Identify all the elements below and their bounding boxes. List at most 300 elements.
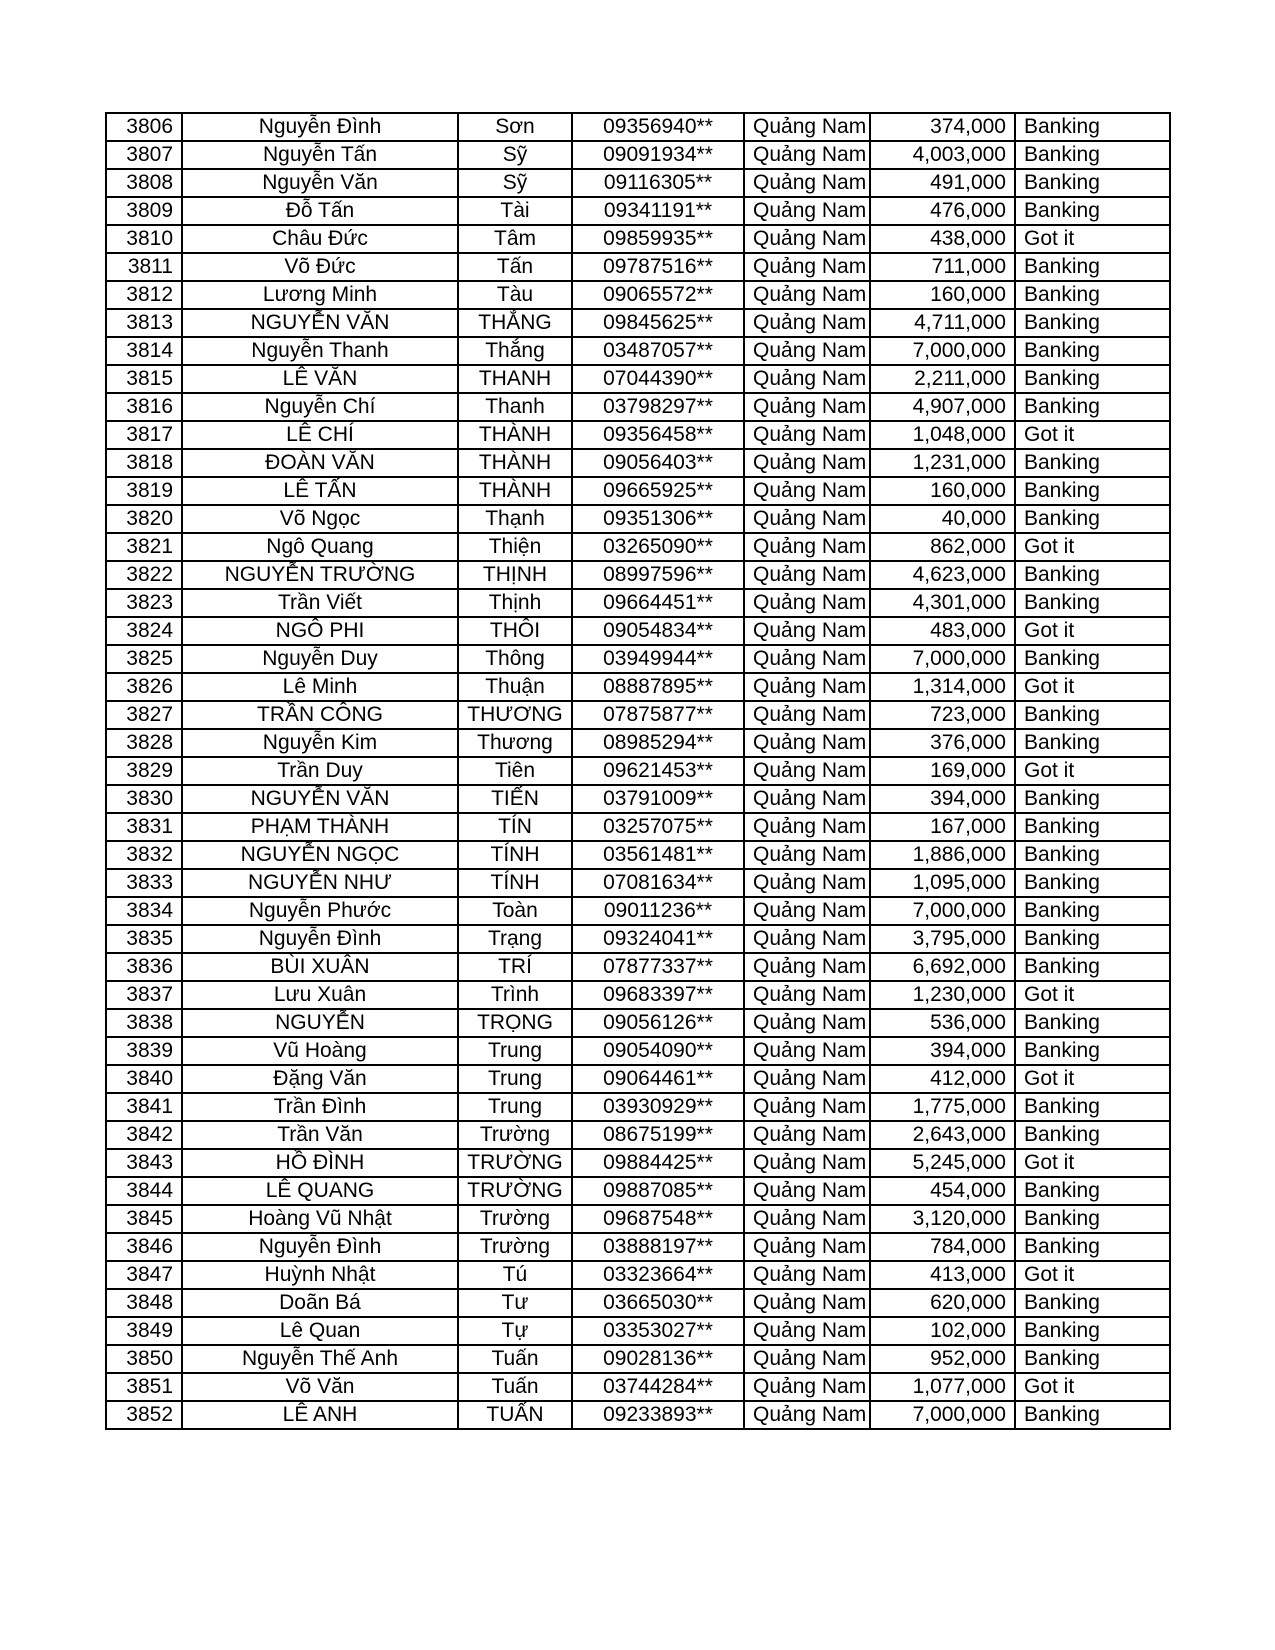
province-cell: Quảng Nam xyxy=(744,925,870,953)
phone-cell: 09054090** xyxy=(572,1037,744,1065)
row-number: 3812 xyxy=(106,281,182,309)
status-cell: Banking xyxy=(1015,1317,1170,1345)
table-row xyxy=(106,1149,1170,1177)
surname-cell: Lưu Xuân xyxy=(182,981,458,1009)
status-cell: Banking xyxy=(1015,701,1170,729)
given-name-cell: Tuấn xyxy=(458,1373,572,1401)
amount-cell: 3,795,000 xyxy=(870,925,1015,953)
amount-cell: 160,000 xyxy=(870,281,1015,309)
amount-cell: 413,000 xyxy=(870,1261,1015,1289)
phone-cell: 09351306** xyxy=(572,505,744,533)
status-cell: Banking xyxy=(1015,337,1170,365)
row-number: 3817 xyxy=(106,421,182,449)
row-number: 3829 xyxy=(106,757,182,785)
given-name-cell: Sơn xyxy=(458,113,572,141)
table-row xyxy=(106,1121,1170,1149)
amount-cell: 711,000 xyxy=(870,253,1015,281)
given-name-cell: Tiên xyxy=(458,757,572,785)
amount-cell: 476,000 xyxy=(870,197,1015,225)
amount-cell: 4,003,000 xyxy=(870,141,1015,169)
amount-cell: 1,230,000 xyxy=(870,981,1015,1009)
phone-cell: 03257075** xyxy=(572,813,744,841)
table-row xyxy=(106,1065,1170,1093)
row-number: 3820 xyxy=(106,505,182,533)
table-row xyxy=(106,533,1170,561)
phone-cell: 09665925** xyxy=(572,477,744,505)
province-cell: Quảng Nam xyxy=(744,1177,870,1205)
status-cell: Banking xyxy=(1015,813,1170,841)
phone-cell: 09028136** xyxy=(572,1345,744,1373)
row-number: 3813 xyxy=(106,309,182,337)
surname-cell: Trần Đình xyxy=(182,1093,458,1121)
table-row xyxy=(106,1261,1170,1289)
table-row xyxy=(106,169,1170,197)
table-row xyxy=(106,1009,1170,1037)
amount-cell: 1,886,000 xyxy=(870,841,1015,869)
row-number: 3814 xyxy=(106,337,182,365)
status-cell: Banking xyxy=(1015,561,1170,589)
surname-cell: Châu Đức xyxy=(182,225,458,253)
amount-cell: 1,314,000 xyxy=(870,673,1015,701)
phone-cell: 03949944** xyxy=(572,645,744,673)
given-name-cell: THỊNH xyxy=(458,561,572,589)
given-name-cell: Thiện xyxy=(458,533,572,561)
amount-cell: 952,000 xyxy=(870,1345,1015,1373)
surname-cell: NGUYỄN TRƯỜNG xyxy=(182,561,458,589)
phone-cell: 08675199** xyxy=(572,1121,744,1149)
province-cell: Quảng Nam xyxy=(744,449,870,477)
amount-cell: 723,000 xyxy=(870,701,1015,729)
status-cell: Banking xyxy=(1015,897,1170,925)
given-name-cell: Trạng xyxy=(458,925,572,953)
surname-cell: Nguyễn Đình xyxy=(182,925,458,953)
amount-cell: 5,245,000 xyxy=(870,1149,1015,1177)
province-cell: Quảng Nam xyxy=(744,197,870,225)
province-cell: Quảng Nam xyxy=(744,1261,870,1289)
phone-cell: 09056403** xyxy=(572,449,744,477)
table-row xyxy=(106,337,1170,365)
status-cell: Banking xyxy=(1015,1037,1170,1065)
status-cell: Banking xyxy=(1015,281,1170,309)
amount-cell: 454,000 xyxy=(870,1177,1015,1205)
amount-cell: 4,623,000 xyxy=(870,561,1015,589)
amount-cell: 394,000 xyxy=(870,1037,1015,1065)
surname-cell: LÊ QUANG xyxy=(182,1177,458,1205)
table-row xyxy=(106,589,1170,617)
status-cell: Got it xyxy=(1015,225,1170,253)
table-row xyxy=(106,1289,1170,1317)
amount-cell: 483,000 xyxy=(870,617,1015,645)
given-name-cell: THƯƠNG xyxy=(458,701,572,729)
phone-cell: 09233893** xyxy=(572,1401,744,1429)
amount-cell: 1,775,000 xyxy=(870,1093,1015,1121)
row-number: 3832 xyxy=(106,841,182,869)
given-name-cell: TRÍ xyxy=(458,953,572,981)
row-number: 3808 xyxy=(106,169,182,197)
table-row xyxy=(106,729,1170,757)
status-cell: Got it xyxy=(1015,1149,1170,1177)
surname-cell: PHẠM THÀNH xyxy=(182,813,458,841)
phone-cell: 03930929** xyxy=(572,1093,744,1121)
amount-cell: 7,000,000 xyxy=(870,1401,1015,1429)
row-number: 3834 xyxy=(106,897,182,925)
phone-cell: 09859935** xyxy=(572,225,744,253)
surname-cell: Nguyễn Thế Anh xyxy=(182,1345,458,1373)
phone-cell: 09324041** xyxy=(572,925,744,953)
amount-cell: 1,231,000 xyxy=(870,449,1015,477)
phone-cell: 08985294** xyxy=(572,729,744,757)
surname-cell: Huỳnh Nhật xyxy=(182,1261,458,1289)
given-name-cell: TRỌNG xyxy=(458,1009,572,1037)
table-row xyxy=(106,673,1170,701)
province-cell: Quảng Nam xyxy=(744,1093,870,1121)
given-name-cell: TUẤN xyxy=(458,1401,572,1429)
table-row xyxy=(106,841,1170,869)
phone-cell: 09116305** xyxy=(572,169,744,197)
province-cell: Quảng Nam xyxy=(744,421,870,449)
status-cell: Banking xyxy=(1015,141,1170,169)
status-cell: Banking xyxy=(1015,1177,1170,1205)
phone-cell: 09356458** xyxy=(572,421,744,449)
given-name-cell: THÔI xyxy=(458,617,572,645)
row-number: 3838 xyxy=(106,1009,182,1037)
province-cell: Quảng Nam xyxy=(744,309,870,337)
province-cell: Quảng Nam xyxy=(744,1289,870,1317)
given-name-cell: Thanh xyxy=(458,393,572,421)
table-row xyxy=(106,813,1170,841)
table-row xyxy=(106,197,1170,225)
province-cell: Quảng Nam xyxy=(744,505,870,533)
surname-cell: BÙI XUÂN xyxy=(182,953,458,981)
table-row xyxy=(106,1093,1170,1121)
table-row xyxy=(106,505,1170,533)
province-cell: Quảng Nam xyxy=(744,729,870,757)
amount-cell: 784,000 xyxy=(870,1233,1015,1261)
province-cell: Quảng Nam xyxy=(744,169,870,197)
surname-cell: LÊ ANH xyxy=(182,1401,458,1429)
status-cell: Banking xyxy=(1015,477,1170,505)
given-name-cell: Trung xyxy=(458,1093,572,1121)
row-number: 3811 xyxy=(106,253,182,281)
status-cell: Got it xyxy=(1015,617,1170,645)
province-cell: Quảng Nam xyxy=(744,897,870,925)
amount-cell: 7,000,000 xyxy=(870,645,1015,673)
given-name-cell: Thương xyxy=(458,729,572,757)
given-name-cell: Toàn xyxy=(458,897,572,925)
surname-cell: Võ Ngọc xyxy=(182,505,458,533)
status-cell: Got it xyxy=(1015,533,1170,561)
table-row xyxy=(106,281,1170,309)
amount-cell: 376,000 xyxy=(870,729,1015,757)
province-cell: Quảng Nam xyxy=(744,1373,870,1401)
status-cell: Got it xyxy=(1015,421,1170,449)
status-cell: Banking xyxy=(1015,1289,1170,1317)
surname-cell: Võ Văn xyxy=(182,1373,458,1401)
given-name-cell: Sỹ xyxy=(458,169,572,197)
province-cell: Quảng Nam xyxy=(744,1345,870,1373)
status-cell: Banking xyxy=(1015,253,1170,281)
given-name-cell: Tuấn xyxy=(458,1345,572,1373)
status-cell: Got it xyxy=(1015,673,1170,701)
province-cell: Quảng Nam xyxy=(744,533,870,561)
row-number: 3822 xyxy=(106,561,182,589)
surname-cell: Đặng Văn xyxy=(182,1065,458,1093)
row-number: 3810 xyxy=(106,225,182,253)
province-cell: Quảng Nam xyxy=(744,1205,870,1233)
given-name-cell: THÀNH xyxy=(458,449,572,477)
status-cell: Banking xyxy=(1015,841,1170,869)
table-row xyxy=(106,449,1170,477)
phone-cell: 09054834** xyxy=(572,617,744,645)
table-row xyxy=(106,309,1170,337)
table-row xyxy=(106,785,1170,813)
table-row xyxy=(106,1233,1170,1261)
status-cell: Banking xyxy=(1015,309,1170,337)
status-cell: Banking xyxy=(1015,169,1170,197)
given-name-cell: TÍN xyxy=(458,813,572,841)
table-row xyxy=(106,897,1170,925)
province-cell: Quảng Nam xyxy=(744,757,870,785)
table-row xyxy=(106,561,1170,589)
amount-cell: 3,120,000 xyxy=(870,1205,1015,1233)
given-name-cell: Tài xyxy=(458,197,572,225)
given-name-cell: Trường xyxy=(458,1205,572,1233)
phone-cell: 03791009** xyxy=(572,785,744,813)
row-number: 3825 xyxy=(106,645,182,673)
row-number: 3847 xyxy=(106,1261,182,1289)
row-number: 3824 xyxy=(106,617,182,645)
phone-cell: 07875877** xyxy=(572,701,744,729)
province-cell: Quảng Nam xyxy=(744,365,870,393)
given-name-cell: Thuận xyxy=(458,673,572,701)
surname-cell: Doãn Bá xyxy=(182,1289,458,1317)
table-row xyxy=(106,701,1170,729)
row-number: 3843 xyxy=(106,1149,182,1177)
status-cell: Banking xyxy=(1015,589,1170,617)
phone-cell: 03353027** xyxy=(572,1317,744,1345)
status-cell: Banking xyxy=(1015,1345,1170,1373)
status-cell: Banking xyxy=(1015,869,1170,897)
amount-cell: 4,301,000 xyxy=(870,589,1015,617)
table-row xyxy=(106,393,1170,421)
row-number: 3839 xyxy=(106,1037,182,1065)
surname-cell: Lương Minh xyxy=(182,281,458,309)
phone-cell: 09091934** xyxy=(572,141,744,169)
province-cell: Quảng Nam xyxy=(744,393,870,421)
amount-cell: 40,000 xyxy=(870,505,1015,533)
row-number: 3828 xyxy=(106,729,182,757)
status-cell: Got it xyxy=(1015,981,1170,1009)
province-cell: Quảng Nam xyxy=(744,1037,870,1065)
surname-cell: Nguyễn Phước xyxy=(182,897,458,925)
province-cell: Quảng Nam xyxy=(744,141,870,169)
phone-cell: 09687548** xyxy=(572,1205,744,1233)
phone-cell: 07877337** xyxy=(572,953,744,981)
amount-cell: 394,000 xyxy=(870,785,1015,813)
surname-cell: Nguyễn Duy xyxy=(182,645,458,673)
row-number: 3840 xyxy=(106,1065,182,1093)
given-name-cell: THÀNH xyxy=(458,477,572,505)
province-cell: Quảng Nam xyxy=(744,337,870,365)
surname-cell: Nguyễn Đình xyxy=(182,1233,458,1261)
status-cell: Banking xyxy=(1015,729,1170,757)
status-cell: Got it xyxy=(1015,757,1170,785)
given-name-cell: Trường xyxy=(458,1233,572,1261)
phone-cell: 09887085** xyxy=(572,1177,744,1205)
province-cell: Quảng Nam xyxy=(744,1317,870,1345)
surname-cell: Nguyễn Kim xyxy=(182,729,458,757)
surname-cell: Trần Văn xyxy=(182,1121,458,1149)
surname-cell: Nguyễn Văn xyxy=(182,169,458,197)
surname-cell: LÊ VĂN xyxy=(182,365,458,393)
status-cell: Banking xyxy=(1015,505,1170,533)
surname-cell: TRẦN CÔNG xyxy=(182,701,458,729)
given-name-cell: Trung xyxy=(458,1065,572,1093)
phone-cell: 09341191** xyxy=(572,197,744,225)
surname-cell: Trần Duy xyxy=(182,757,458,785)
phone-cell: 09787516** xyxy=(572,253,744,281)
province-cell: Quảng Nam xyxy=(744,841,870,869)
phone-cell: 09884425** xyxy=(572,1149,744,1177)
amount-cell: 1,095,000 xyxy=(870,869,1015,897)
phone-cell: 09683397** xyxy=(572,981,744,1009)
table-row xyxy=(106,1205,1170,1233)
surname-cell: LÊ TẤN xyxy=(182,477,458,505)
province-cell: Quảng Nam xyxy=(744,785,870,813)
table-row xyxy=(106,421,1170,449)
row-number: 3807 xyxy=(106,141,182,169)
phone-cell: 03487057** xyxy=(572,337,744,365)
row-number: 3831 xyxy=(106,813,182,841)
surname-cell: Lê Minh xyxy=(182,673,458,701)
table-row xyxy=(106,869,1170,897)
amount-cell: 2,211,000 xyxy=(870,365,1015,393)
surname-cell: Đỗ Tấn xyxy=(182,197,458,225)
surname-cell: Trần Viết xyxy=(182,589,458,617)
phone-cell: 09065572** xyxy=(572,281,744,309)
table-row xyxy=(106,953,1170,981)
phone-cell: 03265090** xyxy=(572,533,744,561)
given-name-cell: TRƯỜNG xyxy=(458,1177,572,1205)
surname-cell: Vũ Hoàng xyxy=(182,1037,458,1065)
amount-cell: 169,000 xyxy=(870,757,1015,785)
table-row xyxy=(106,925,1170,953)
amount-cell: 6,692,000 xyxy=(870,953,1015,981)
status-cell: Banking xyxy=(1015,449,1170,477)
amount-cell: 102,000 xyxy=(870,1317,1015,1345)
phone-cell: 09621453** xyxy=(572,757,744,785)
phone-cell: 03665030** xyxy=(572,1289,744,1317)
table-row xyxy=(106,981,1170,1009)
given-name-cell: Tâm xyxy=(458,225,572,253)
phone-cell: 09356940** xyxy=(572,113,744,141)
given-name-cell: Thông xyxy=(458,645,572,673)
given-name-cell: Tấn xyxy=(458,253,572,281)
row-number: 3826 xyxy=(106,673,182,701)
province-cell: Quảng Nam xyxy=(744,113,870,141)
given-name-cell: TRƯỜNG xyxy=(458,1149,572,1177)
table-row xyxy=(106,365,1170,393)
province-cell: Quảng Nam xyxy=(744,1401,870,1429)
status-cell: Banking xyxy=(1015,953,1170,981)
phone-cell: 03798297** xyxy=(572,393,744,421)
province-cell: Quảng Nam xyxy=(744,701,870,729)
surname-cell: LÊ CHÍ xyxy=(182,421,458,449)
amount-cell: 160,000 xyxy=(870,477,1015,505)
phone-cell: 03323664** xyxy=(572,1261,744,1289)
given-name-cell: THANH xyxy=(458,365,572,393)
table-row xyxy=(106,757,1170,785)
status-cell: Got it xyxy=(1015,1373,1170,1401)
row-number: 3827 xyxy=(106,701,182,729)
table-row xyxy=(106,645,1170,673)
phone-cell: 09664451** xyxy=(572,589,744,617)
province-cell: Quảng Nam xyxy=(744,869,870,897)
province-cell: Quảng Nam xyxy=(744,253,870,281)
surname-cell: NGUYỄN NHƯ xyxy=(182,869,458,897)
amount-cell: 167,000 xyxy=(870,813,1015,841)
amount-cell: 1,048,000 xyxy=(870,421,1015,449)
status-cell: Banking xyxy=(1015,1401,1170,1429)
surname-cell: NGUYỄN VĂN xyxy=(182,309,458,337)
row-number: 3849 xyxy=(106,1317,182,1345)
surname-cell: Hoàng Vũ Nhật xyxy=(182,1205,458,1233)
row-number: 3816 xyxy=(106,393,182,421)
province-cell: Quảng Nam xyxy=(744,1121,870,1149)
surname-cell: Nguyễn Thanh xyxy=(182,337,458,365)
amount-cell: 4,907,000 xyxy=(870,393,1015,421)
amount-cell: 438,000 xyxy=(870,225,1015,253)
province-cell: Quảng Nam xyxy=(744,1009,870,1037)
surname-cell: Nguyễn Chí xyxy=(182,393,458,421)
province-cell: Quảng Nam xyxy=(744,477,870,505)
status-cell: Banking xyxy=(1015,113,1170,141)
surname-cell: HỒ ĐÌNH xyxy=(182,1149,458,1177)
status-cell: Banking xyxy=(1015,1233,1170,1261)
phone-cell: 09011236** xyxy=(572,897,744,925)
phone-cell: 03561481** xyxy=(572,841,744,869)
given-name-cell: Tàu xyxy=(458,281,572,309)
province-cell: Quảng Nam xyxy=(744,1065,870,1093)
row-number: 3841 xyxy=(106,1093,182,1121)
amount-cell: 7,000,000 xyxy=(870,897,1015,925)
amount-cell: 374,000 xyxy=(870,113,1015,141)
province-cell: Quảng Nam xyxy=(744,617,870,645)
phone-cell: 07081634** xyxy=(572,869,744,897)
row-number: 3815 xyxy=(106,365,182,393)
amount-cell: 536,000 xyxy=(870,1009,1015,1037)
given-name-cell: Trường xyxy=(458,1121,572,1149)
phone-cell: 03888197** xyxy=(572,1233,744,1261)
province-cell: Quảng Nam xyxy=(744,673,870,701)
table-row xyxy=(106,113,1170,141)
row-number: 3809 xyxy=(106,197,182,225)
status-cell: Got it xyxy=(1015,1261,1170,1289)
given-name-cell: Thắng xyxy=(458,337,572,365)
status-cell: Banking xyxy=(1015,925,1170,953)
surname-cell: NGUYỄN NGỌC xyxy=(182,841,458,869)
row-number: 3852 xyxy=(106,1401,182,1429)
status-cell: Banking xyxy=(1015,197,1170,225)
given-name-cell: THÀNH xyxy=(458,421,572,449)
table-row xyxy=(106,1373,1170,1401)
given-name-cell: Tú xyxy=(458,1261,572,1289)
province-cell: Quảng Nam xyxy=(744,645,870,673)
amount-cell: 2,643,000 xyxy=(870,1121,1015,1149)
given-name-cell: Sỹ xyxy=(458,141,572,169)
table-body xyxy=(106,113,1170,1429)
province-cell: Quảng Nam xyxy=(744,281,870,309)
